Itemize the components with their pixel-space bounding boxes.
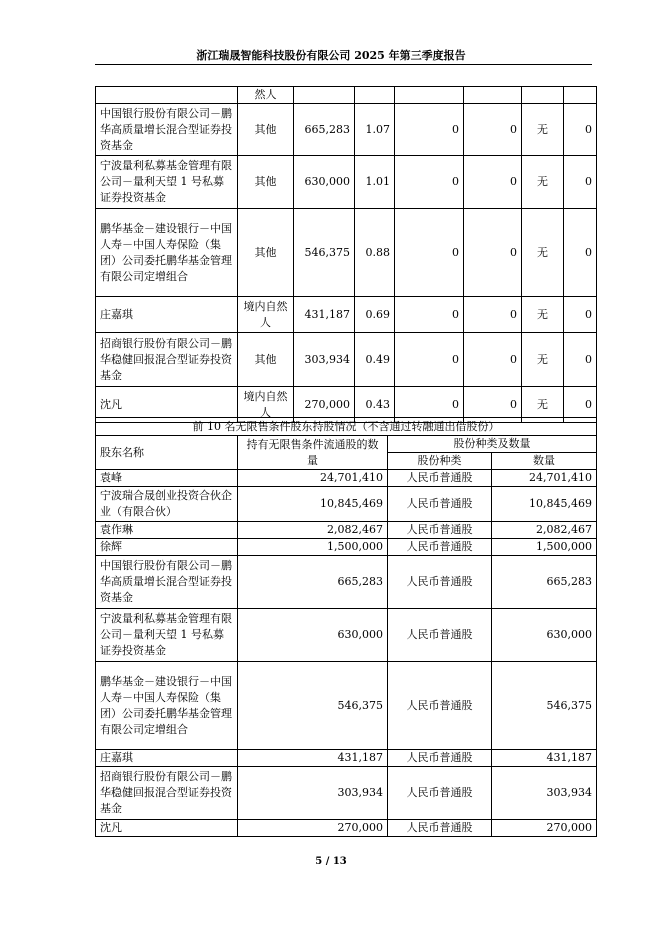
restricted-cell: 0 [395,297,464,333]
quantity-cell: 2,082,467 [492,522,597,539]
quantity-cell: 630,000 [492,609,597,662]
status-cell: 无 [522,156,564,209]
page-number: 5 / 13 [315,856,347,867]
table-row [96,297,597,333]
table-row [96,333,597,387]
shares-cell: 546,375 [294,209,355,297]
share-type-cell: 人民币普通股 [388,556,492,609]
quantity-cell: 431,187 [492,750,597,767]
table-row [96,487,597,522]
holder-name-cell: 庄嘉琪 [96,750,238,767]
table-row [96,104,597,156]
lent-cell: 0 [464,104,522,156]
unrestricted-cell: 24,701,410 [238,470,388,487]
qty-cell: 0 [564,387,597,423]
unrestricted-cell: 10,845,469 [238,487,388,522]
table-row [96,767,597,820]
unrestricted-cell: 431,187 [238,750,388,767]
shares-cell: 303,934 [294,333,355,387]
quantity-cell: 665,283 [492,556,597,609]
table-row [96,470,597,487]
holder-name-cell: 袁作琳 [96,522,238,539]
qty-cell: 0 [564,209,597,297]
holder-name-cell: 宁波瑞合晟创业投资合伙企业（有限合伙） [96,487,238,522]
restricted-cell: 0 [395,156,464,209]
holder-name-cell: 中国银行股份有限公司－鹏华高质量增长混合型证券投资基金 [96,104,238,156]
nature-cell: 境内自然人 [238,297,294,333]
share-type-group-header: 股份种类及数量 [388,436,597,453]
ratio-cell: 0.43 [355,387,395,423]
share-type-cell: 人民币普通股 [388,470,492,487]
nature-cell: 其他 [238,104,294,156]
holder-name-cell: 鹏华基金－建设银行－中国人寿－中国人寿保险（集团）公司委托鹏华基金管理有限公司定增组合 [96,662,238,750]
quantity-cell: 24,701,410 [492,470,597,487]
share-type-cell: 人民币普通股 [388,820,492,837]
restricted-cell: 0 [395,333,464,387]
shares-cell: 431,187 [294,297,355,333]
table-row [96,662,597,750]
holder-name-cell: 徐辉 [96,539,238,556]
table-title-row [96,418,597,436]
status-cell: 无 [522,209,564,297]
table-row [96,522,597,539]
holder-name-cell: 鹏华基金－建设银行－中国人寿－中国人寿保险（集团）公司委托鹏华基金管理有限公司定增组合 [96,209,238,297]
shares-cell: 665,283 [294,104,355,156]
restricted-cell: 0 [395,387,464,423]
status-cell: 无 [522,333,564,387]
nature-cell: 境内自然人 [238,387,294,423]
unrestricted-cell: 546,375 [238,662,388,750]
nature-cell: 其他 [238,209,294,297]
share-type-cell: 人民币普通股 [388,487,492,522]
holder-name-cell: 袁峰 [96,470,238,487]
shares-cell: 630,000 [294,156,355,209]
holder-name-cell: 沈凡 [96,387,238,423]
restricted-cell: 0 [395,209,464,297]
lent-cell: 0 [464,387,522,423]
header-divider [95,64,592,65]
holder-name-cell: 中国银行股份有限公司－鹏华高质量增长混合型证券投资基金 [96,556,238,609]
nature-cell: 其他 [238,333,294,387]
quantity-cell: 270,000 [492,820,597,837]
holder-name-cell: 招商银行股份有限公司－鹏华稳健回报混合型证券投资基金 [96,333,238,387]
nature-cell: 然人 [238,87,294,104]
quantity-cell: 546,375 [492,662,597,750]
unrestricted-cell: 630,000 [238,609,388,662]
shares-cell: 270,000 [294,387,355,423]
status-cell: 无 [522,297,564,333]
ratio-cell: 1.01 [355,156,395,209]
continuation-row [96,87,597,104]
table-row [96,209,597,297]
status-cell: 无 [522,387,564,423]
status-cell: 无 [522,104,564,156]
holder-name-cell: 庄嘉琪 [96,297,238,333]
table-row [96,750,597,767]
ratio-cell: 0.88 [355,209,395,297]
table-row [96,556,597,609]
table-row [96,156,597,209]
ratio-cell: 0.69 [355,297,395,333]
share-type-cell: 人民币普通股 [388,609,492,662]
qty-cell: 0 [564,104,597,156]
top-holders-table [95,86,597,423]
holder-name-header: 股东名称 [96,436,238,470]
unrestricted-holders-table [95,417,597,837]
quantity-cell: 10,845,469 [492,487,597,522]
ratio-cell: 0.49 [355,333,395,387]
unrestricted-cell: 270,000 [238,820,388,837]
holder-name-cell: 沈凡 [96,820,238,837]
lent-cell: 0 [464,156,522,209]
holder-name-cell: 宁波量利私募基金管理有限公司－量利天望 1 号私募证券投资基金 [96,609,238,662]
lent-cell: 0 [464,333,522,387]
qty-cell: 0 [564,156,597,209]
unrestricted-cell: 1,500,000 [238,539,388,556]
quantity-header: 数量 [492,453,597,470]
report-header: 浙江瑞晟智能科技股份有限公司 2025 年第三季度报告 [196,49,466,62]
holder-name-cell: 招商银行股份有限公司－鹏华稳健回报混合型证券投资基金 [96,767,238,820]
lent-cell: 0 [464,297,522,333]
restricted-cell: 0 [395,104,464,156]
ratio-cell: 1.07 [355,104,395,156]
nature-cell: 其他 [238,156,294,209]
unrestricted-shares-header: 持有无限售条件流通股的数量 [238,436,388,470]
share-type-cell: 人民币普通股 [388,662,492,750]
unrestricted-cell: 2,082,467 [238,522,388,539]
lent-cell: 0 [464,209,522,297]
quantity-cell: 303,934 [492,767,597,820]
unrestricted-cell: 665,283 [238,556,388,609]
table-title: 前 10 名无限售条件股东持股情况（不含通过转融通出借股份） [96,418,597,436]
quantity-cell: 1,500,000 [492,539,597,556]
holder-name-cell: 宁波量利私募基金管理有限公司－量利天望 1 号私募证券投资基金 [96,156,238,209]
qty-cell: 0 [564,297,597,333]
share-type-cell: 人民币普通股 [388,539,492,556]
qty-cell: 0 [564,333,597,387]
table-row [96,820,597,837]
unrestricted-cell: 303,934 [238,767,388,820]
share-type-cell: 人民币普通股 [388,750,492,767]
share-type-cell: 人民币普通股 [388,767,492,820]
table-row [96,539,597,556]
share-type-header: 股份种类 [388,453,492,470]
table-row [96,609,597,662]
share-type-cell: 人民币普通股 [388,522,492,539]
header-row [96,436,597,453]
